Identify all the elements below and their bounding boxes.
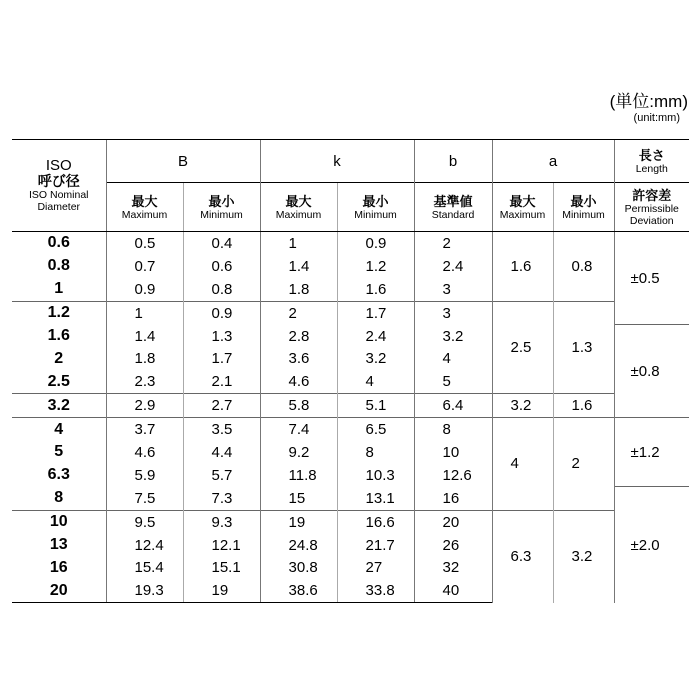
b-min-cell: 9.3 bbox=[183, 510, 260, 533]
b-max-cell: 0.9 bbox=[106, 278, 183, 301]
b-max-cell: 5.9 bbox=[106, 464, 183, 487]
header-deviation: 許容差 Permissible Deviation bbox=[614, 183, 689, 232]
header-B: B bbox=[106, 140, 260, 183]
b-max-cell: 15.4 bbox=[106, 556, 183, 579]
b-min-cell: 1.3 bbox=[183, 325, 260, 348]
k-min-cell: 5.1 bbox=[337, 394, 414, 418]
b-max-cell: 0.7 bbox=[106, 255, 183, 278]
a-min-cell: 1.3 bbox=[553, 301, 614, 394]
b-max-cell: 9.5 bbox=[106, 510, 183, 533]
header-k-max: 最大 Maximum bbox=[260, 183, 337, 232]
b-std-cell: 10 bbox=[414, 441, 492, 464]
k-min-cell: 3.2 bbox=[337, 347, 414, 370]
table-row bbox=[12, 301, 689, 324]
k-min-cell: 0.9 bbox=[337, 232, 414, 255]
header-a: a bbox=[492, 140, 614, 183]
nominal-cell: 1.6 bbox=[47, 327, 70, 344]
nominal-cell: 4 bbox=[12, 418, 106, 441]
header-a-min: 最小 Minimum bbox=[553, 183, 614, 232]
deviation-cell: ±2.0 bbox=[614, 487, 689, 603]
dimension-table bbox=[12, 139, 689, 603]
k-max-cell: 2 bbox=[260, 301, 337, 324]
nominal-cell: 0.8 bbox=[47, 257, 70, 275]
k-max-cell: 5.8 bbox=[260, 394, 337, 418]
nominal-cell: 13 bbox=[49, 536, 68, 554]
k-max-cell: 2.8 bbox=[260, 325, 337, 348]
a-min-cell: 1.6 bbox=[553, 394, 614, 418]
b-std-cell: 3 bbox=[414, 278, 492, 301]
b-std-cell: 3 bbox=[414, 301, 492, 324]
k-max-cell: 19 bbox=[260, 510, 337, 533]
b-min-cell: 4.4 bbox=[183, 441, 260, 464]
a-max-cell: 3.2 bbox=[492, 394, 553, 418]
deviation-cell: ±1.2 bbox=[614, 418, 689, 487]
k-min-cell: 16.6 bbox=[337, 510, 414, 533]
a-max-cell: 1.6 bbox=[492, 232, 553, 302]
k-min-cell: 1.2 bbox=[337, 255, 414, 278]
nominal-cell: 0.6 bbox=[47, 234, 70, 252]
b-std-cell: 5 bbox=[414, 370, 492, 393]
b-std-cell: 6.4 bbox=[414, 394, 492, 418]
k-max-cell: 1.4 bbox=[260, 255, 337, 278]
table-row bbox=[12, 394, 689, 418]
k-max-cell: 1.8 bbox=[260, 278, 337, 301]
b-min-cell: 1.7 bbox=[183, 347, 260, 370]
table-row bbox=[12, 418, 689, 441]
b-min-cell: 5.7 bbox=[183, 464, 260, 487]
b-std-cell: 12.6 bbox=[414, 464, 492, 487]
b-std-cell: 32 bbox=[414, 556, 492, 579]
unit-jp: (単位:mm) bbox=[609, 92, 688, 111]
iso-nominal-header: ISO 呼び径 ISO Nominal Diameter bbox=[12, 140, 106, 232]
header-b: b bbox=[414, 140, 492, 183]
header-b-standard: 基準値 Standard bbox=[414, 183, 492, 232]
b-min-cell: 12.1 bbox=[183, 534, 260, 557]
b-max-cell: 1 bbox=[106, 301, 183, 324]
nominal-cell: 6.3 bbox=[47, 466, 70, 484]
header-length: 長さ Length bbox=[614, 140, 689, 183]
k-max-cell: 1 bbox=[260, 232, 337, 255]
b-max-cell: 0.5 bbox=[106, 232, 183, 255]
header-k: k bbox=[260, 140, 414, 183]
unit-en: (unit:mm) bbox=[633, 112, 680, 124]
b-min-cell: 3.5 bbox=[183, 418, 260, 441]
k-min-cell: 2.4 bbox=[337, 325, 414, 348]
k-max-cell: 15 bbox=[260, 487, 337, 510]
k-max-cell: 24.8 bbox=[260, 534, 337, 557]
b-min-cell: 0.4 bbox=[183, 232, 260, 255]
table-row bbox=[12, 232, 689, 255]
b-std-cell: 20 bbox=[414, 510, 492, 533]
b-min-cell: 2.1 bbox=[183, 370, 260, 393]
b-max-cell: 12.4 bbox=[106, 534, 183, 557]
k-min-cell: 13.1 bbox=[337, 487, 414, 510]
a-max-cell: 4 bbox=[492, 418, 553, 511]
b-max-cell: 3.7 bbox=[106, 418, 183, 441]
k-max-cell: 3.6 bbox=[260, 347, 337, 370]
b-std-cell: 26 bbox=[414, 534, 492, 557]
k-max-cell: 4.6 bbox=[260, 370, 337, 393]
unit-note bbox=[610, 92, 688, 125]
b-std-cell: 3.2 bbox=[414, 325, 492, 348]
k-min-cell: 1.6 bbox=[337, 278, 414, 301]
nominal-cell: 2.5 bbox=[47, 372, 70, 390]
b-min-cell: 0.6 bbox=[183, 255, 260, 278]
k-max-cell: 9.2 bbox=[260, 441, 337, 464]
deviation-cell: ±0.5 bbox=[614, 232, 689, 325]
k-min-cell: 21.7 bbox=[337, 534, 414, 557]
nominal-cell: 1 bbox=[54, 280, 64, 298]
nominal-cell: 16 bbox=[49, 558, 68, 576]
nominal-cell: 2 bbox=[54, 349, 64, 367]
nominal-cell: 1.2 bbox=[12, 301, 106, 324]
header-B-min: 最小 Minimum bbox=[183, 183, 260, 232]
k-min-cell: 6.5 bbox=[337, 418, 414, 441]
header-B-max: 最大 Maximum bbox=[106, 183, 183, 232]
b-min-cell: 19 bbox=[183, 579, 260, 602]
b-std-cell: 8 bbox=[414, 418, 492, 441]
b-min-cell: 0.8 bbox=[183, 278, 260, 301]
a-min-cell: 2 bbox=[553, 418, 614, 511]
b-min-cell: 0.9 bbox=[183, 301, 260, 324]
b-std-cell: 16 bbox=[414, 487, 492, 510]
b-std-cell: 2.4 bbox=[414, 255, 492, 278]
b-max-cell: 1.8 bbox=[106, 347, 183, 370]
b-max-cell: 7.5 bbox=[106, 487, 183, 510]
b-std-cell: 2 bbox=[414, 232, 492, 255]
nominal-cell: 3.2 bbox=[12, 394, 106, 418]
k-min-cell: 4 bbox=[337, 370, 414, 393]
header-a-max: 最大 Maximum bbox=[492, 183, 553, 232]
b-max-cell: 4.6 bbox=[106, 441, 183, 464]
header-k-min: 最小 Minimum bbox=[337, 183, 414, 232]
a-min-cell: 3.2 bbox=[553, 510, 614, 603]
nominal-cell: 5 bbox=[54, 443, 64, 461]
b-max-cell: 19.3 bbox=[106, 579, 183, 602]
k-max-cell: 38.6 bbox=[260, 579, 337, 602]
k-min-cell: 10.3 bbox=[337, 464, 414, 487]
b-max-cell: 2.3 bbox=[106, 370, 183, 393]
a-min-cell: 0.8 bbox=[553, 232, 614, 302]
deviation-cell: ±0.8 bbox=[614, 325, 689, 418]
b-min-cell: 2.7 bbox=[183, 394, 260, 418]
b-min-cell: 15.1 bbox=[183, 556, 260, 579]
b-std-cell: 4 bbox=[414, 347, 492, 370]
b-std-cell: 40 bbox=[414, 579, 492, 602]
b-min-cell: 7.3 bbox=[183, 487, 260, 510]
a-max-cell: 6.3 bbox=[492, 510, 553, 603]
k-min-cell: 27 bbox=[337, 556, 414, 579]
table-row bbox=[12, 510, 689, 533]
nominal-cell: 10 bbox=[12, 510, 106, 533]
nominal-cell: 20 bbox=[12, 579, 106, 602]
k-max-cell: 7.4 bbox=[260, 418, 337, 441]
b-max-cell: 2.9 bbox=[106, 394, 183, 418]
k-max-cell: 11.8 bbox=[260, 464, 337, 487]
a-max-cell: 2.5 bbox=[492, 301, 553, 394]
nominal-cell: 8 bbox=[54, 489, 64, 507]
k-min-cell: 33.8 bbox=[337, 579, 414, 602]
b-max-cell: 1.4 bbox=[106, 325, 183, 348]
k-min-cell: 1.7 bbox=[337, 301, 414, 324]
k-max-cell: 30.8 bbox=[260, 556, 337, 579]
k-min-cell: 8 bbox=[337, 441, 414, 464]
